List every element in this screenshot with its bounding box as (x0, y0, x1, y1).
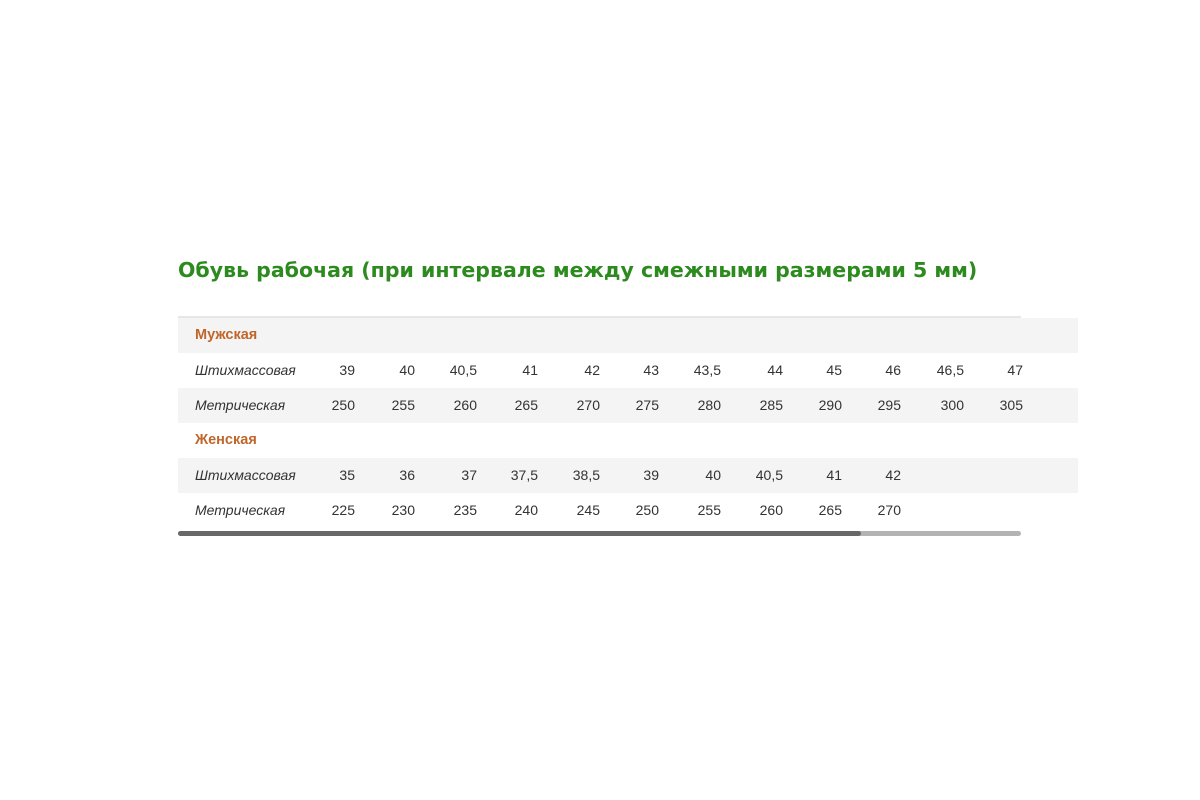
table-cell: 265 (514, 397, 538, 413)
table-cell: 41 (826, 467, 842, 483)
row-label: Штихмассовая (195, 362, 296, 378)
table-cell: 46 (885, 362, 901, 378)
table-cell: 305 (999, 397, 1023, 413)
table-cell: 250 (331, 397, 355, 413)
table-cell: 260 (759, 502, 783, 518)
table-cell: 255 (391, 397, 415, 413)
table-cell: 40,5 (755, 467, 783, 483)
table-cell: 290 (818, 397, 842, 413)
row-label: Штихмассовая (195, 467, 296, 483)
table-cell: 275 (635, 397, 659, 413)
table-cell: 260 (453, 397, 477, 413)
size-table[interactable] (178, 316, 1021, 524)
group-label-men: Мужская (195, 327, 258, 343)
table-cell: 235 (453, 502, 477, 518)
table-cell: 47 (1007, 362, 1023, 378)
table-cell: 46,5 (936, 362, 964, 378)
table-cell: 43,5 (693, 362, 721, 378)
row-label: Метрическая (195, 397, 286, 413)
group-header-row (178, 423, 1078, 458)
row-label: Метрическая (195, 502, 286, 518)
table-cell: 300 (940, 397, 964, 413)
table-cell: 225 (331, 502, 355, 518)
table-cell: 36 (399, 467, 415, 483)
table-row (178, 353, 1078, 388)
page-title: Обувь рабочая (при интервале между смежными размерами 5 мм) (178, 258, 978, 282)
table-cell: 270 (576, 397, 600, 413)
table-cell: 39 (339, 362, 355, 378)
table-cell: 38,5 (572, 467, 600, 483)
table-cell: 240 (514, 502, 538, 518)
table-cell: 230 (391, 502, 415, 518)
table-cell: 250 (635, 502, 659, 518)
horizontal-scrollbar[interactable] (178, 531, 1021, 536)
table-cell: 44 (767, 362, 783, 378)
table-cell: 41 (522, 362, 538, 378)
table-cell: 40 (399, 362, 415, 378)
table-cell: 40 (705, 467, 721, 483)
table-cell: 285 (759, 397, 783, 413)
table-cell: 42 (584, 362, 600, 378)
table-row (178, 493, 1078, 528)
table-cell: 255 (697, 502, 721, 518)
table-cell: 43 (643, 362, 659, 378)
table-cell: 35 (339, 467, 355, 483)
table-cell: 245 (576, 502, 600, 518)
table-cell: 280 (697, 397, 721, 413)
group-label-women: Женская (195, 432, 257, 448)
table-cell: 270 (877, 502, 901, 518)
table-row (178, 458, 1078, 493)
scrollbar-thumb[interactable] (178, 531, 861, 536)
table-cell: 265 (818, 502, 842, 518)
table-cell: 295 (877, 397, 901, 413)
table-cell: 37,5 (510, 467, 538, 483)
table-cell: 39 (643, 467, 659, 483)
group-header-row (178, 318, 1078, 353)
table-row (178, 388, 1078, 423)
table-cell: 45 (826, 362, 842, 378)
table-cell: 37 (461, 467, 477, 483)
table-cell: 40,5 (449, 362, 477, 378)
table-cell: 42 (885, 467, 901, 483)
